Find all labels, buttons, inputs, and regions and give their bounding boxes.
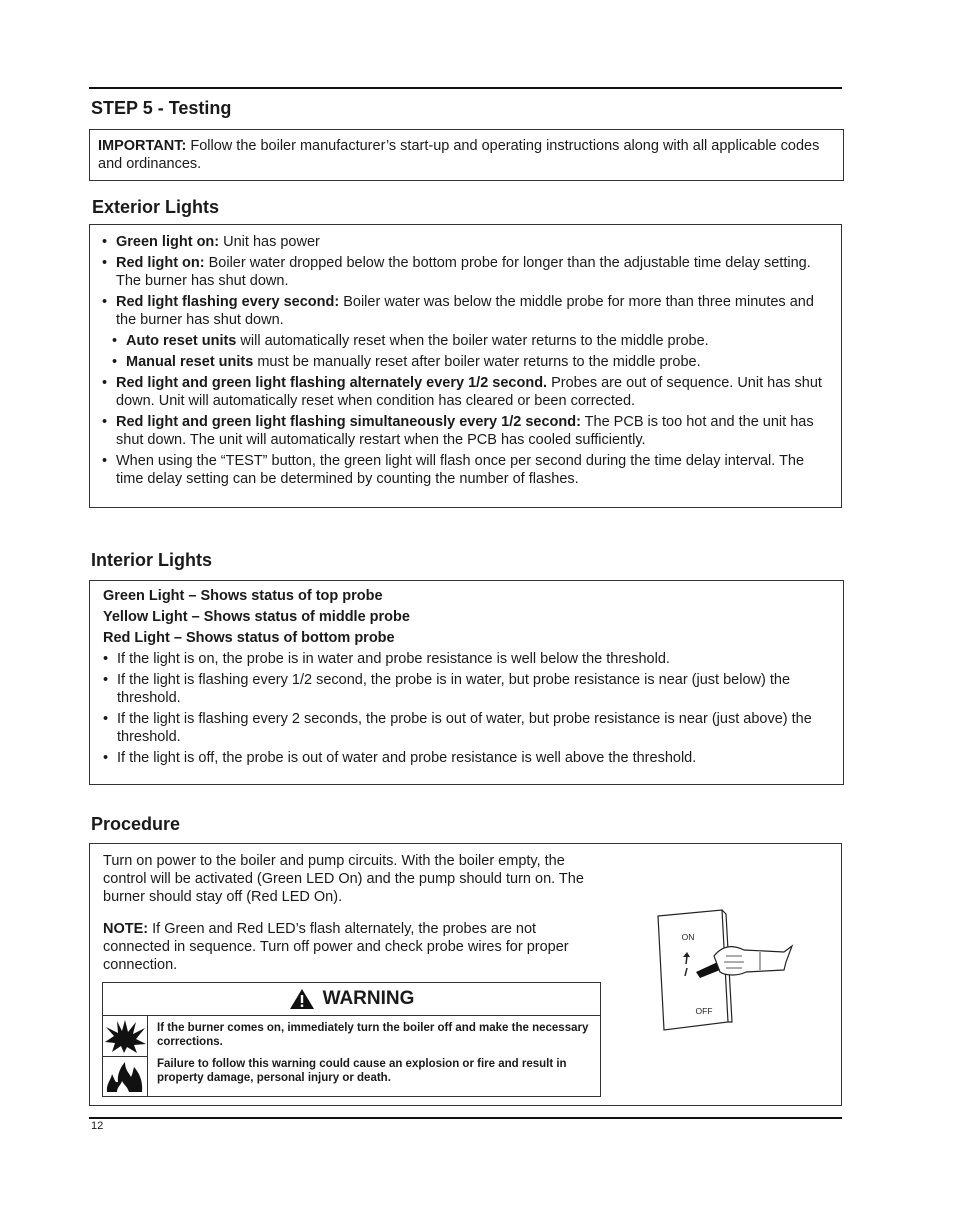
list-item: • If the light is off, the probe is out of water and probe resistance is well above the threshold. [103,749,833,767]
step-title: STEP 5 - Testing [91,98,232,118]
procedure-note: NOTE: If Green and Red LED’s flash alternately, the probes are not connected in sequence. Turn off power and check probe wires for proper connection. [103,921,569,973]
switch-off-label: OFF [695,1006,713,1016]
list-item: • When using the “TEST” button, the green light will flash once per second during the time delay interval. The time delay setting can be determined by counting the number of flashes. [102,452,831,488]
procedure-paragraph: Turn on power to the boiler and pump circuits. With the boiler empty, the control will be activated (Green LED On) and the pump should turn on. The burner should stay off (Red LED On). [103,853,584,905]
interior-box [89,580,844,785]
bottom-rule [89,1117,842,1119]
warning-header [103,983,600,1016]
list-item: • Red light and green light flashing alternately every 1/2 second. Probes are out of sequence. Unit has shut down. Unit will automatically reset when condition has cleared or been corrected. [102,374,831,410]
list-item: • Red light on: Boiler water dropped below the bottom probe for longer than the adjustable time delay setting. The burner has shut down. [102,254,831,290]
interior-header-green: Green Light – Shows status of top probe [103,588,383,604]
interior-header-yellow: Yellow Light – Shows status of middle probe [103,609,410,625]
exterior-box [89,224,842,508]
warning-line-2: Failure to follow this warning could cause an explosion or fire and result in property damage, personal injury or death. [157,1058,567,1084]
list-item: • Green light on: Unit has power [102,233,831,251]
procedure-box [89,843,842,1106]
warning-triangle-icon [289,988,315,1010]
explosion-icon [103,1018,147,1054]
list-item: • Red light and green light flashing simultaneously every 1/2 second: The PCB is too hot and the unit has shut down. The unit will automatically restart when the PCB has cooled sufficiently. [102,413,831,449]
important-label: IMPORTANT: [98,138,187,154]
power-switch-illustration [652,906,802,1036]
list-item: • If the light is flashing every 1/2 second, the probe is in water, but probe resistance is near (just below) the threshold. [103,671,833,707]
list-item: • Manual reset units must be manually reset after boiler water returns to the middle probe. [102,353,831,371]
list-item: • Auto reset units will automatically reset when the boiler water returns to the middle probe. [102,332,831,350]
interior-title: Interior Lights [91,550,212,570]
switch-on-label: ON [681,932,695,942]
list-item: • Red light flashing every second: Boiler water was below the middle probe for more than three minutes and the burner has shut down. [102,293,831,329]
interior-list [103,650,833,767]
procedure-title: Procedure [91,814,181,834]
exterior-list [102,233,831,488]
top-rule [89,87,842,89]
interior-header-red: Red Light – Shows status of bottom probe [103,630,395,646]
warning-line-1: If the burner comes on, immediately turn the boiler off and make the necessary corrections. [157,1022,589,1048]
warning-box [102,982,601,1097]
fire-icon [103,1058,147,1094]
list-item: • If the light is flashing every 2 seconds, the probe is out of water, but probe resistance is near (just above) the threshold. [103,710,833,746]
important-text: Follow the boiler manufacturer’s start-up and operating instructions along with all applicable codes and ordinances. [98,138,820,172]
exterior-title: Exterior Lights [92,197,220,217]
list-item: • If the light is on, the probe is in water and probe resistance is well below the threshold. [103,650,833,668]
important-box [89,129,844,181]
page-number: 12 [91,1120,104,1132]
warning-title: WARNING [322,988,415,1009]
